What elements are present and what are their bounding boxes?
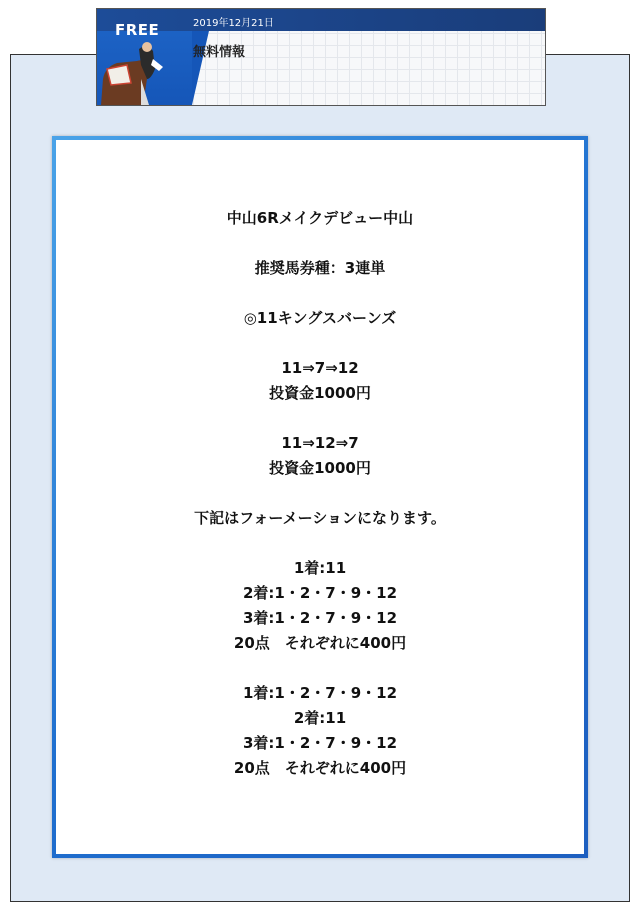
ticket-type: 推奨馬券種：3連単 [254,259,386,277]
prediction-content [56,206,584,781]
bet2-combo: 11⇒12⇒7 [281,434,359,452]
form1-first: 1着:11 [293,559,347,577]
banner-title: 無料情報 [193,45,246,60]
content-card-frame [52,136,588,858]
form2-first: 1着:1・2・7・9・12 [242,684,398,702]
bet1-combo: 11⇒7⇒12 [281,359,359,377]
form1-points: 20点 それぞれに400円 [233,634,407,652]
form1-second: 2着:1・2・7・9・12 [242,584,398,602]
free-label: FREE [115,21,160,39]
form2-second: 2着:11 [293,709,347,727]
banner-date-strip [97,9,545,31]
race-name: 中山6Rメイクデビュー中山 [226,209,414,227]
form1-third: 3着:1・2・7・9・12 [242,609,398,627]
banner-date: 2019年12月21日 [193,18,274,29]
pick-horse: ◎11キングスバーンズ [243,309,397,327]
bet2-amount: 投資金1000円 [269,459,371,477]
free-info-banner [96,8,546,106]
horse-jockey-icon [97,39,177,105]
form2-points: 20点 それぞれに400円 [233,759,407,777]
bet1-amount: 投資金1000円 [269,384,371,402]
form2-third: 3着:1・2・7・9・12 [242,734,398,752]
formation-note: 下記はフォーメーションになります。 [194,509,446,527]
content-card [56,140,584,854]
